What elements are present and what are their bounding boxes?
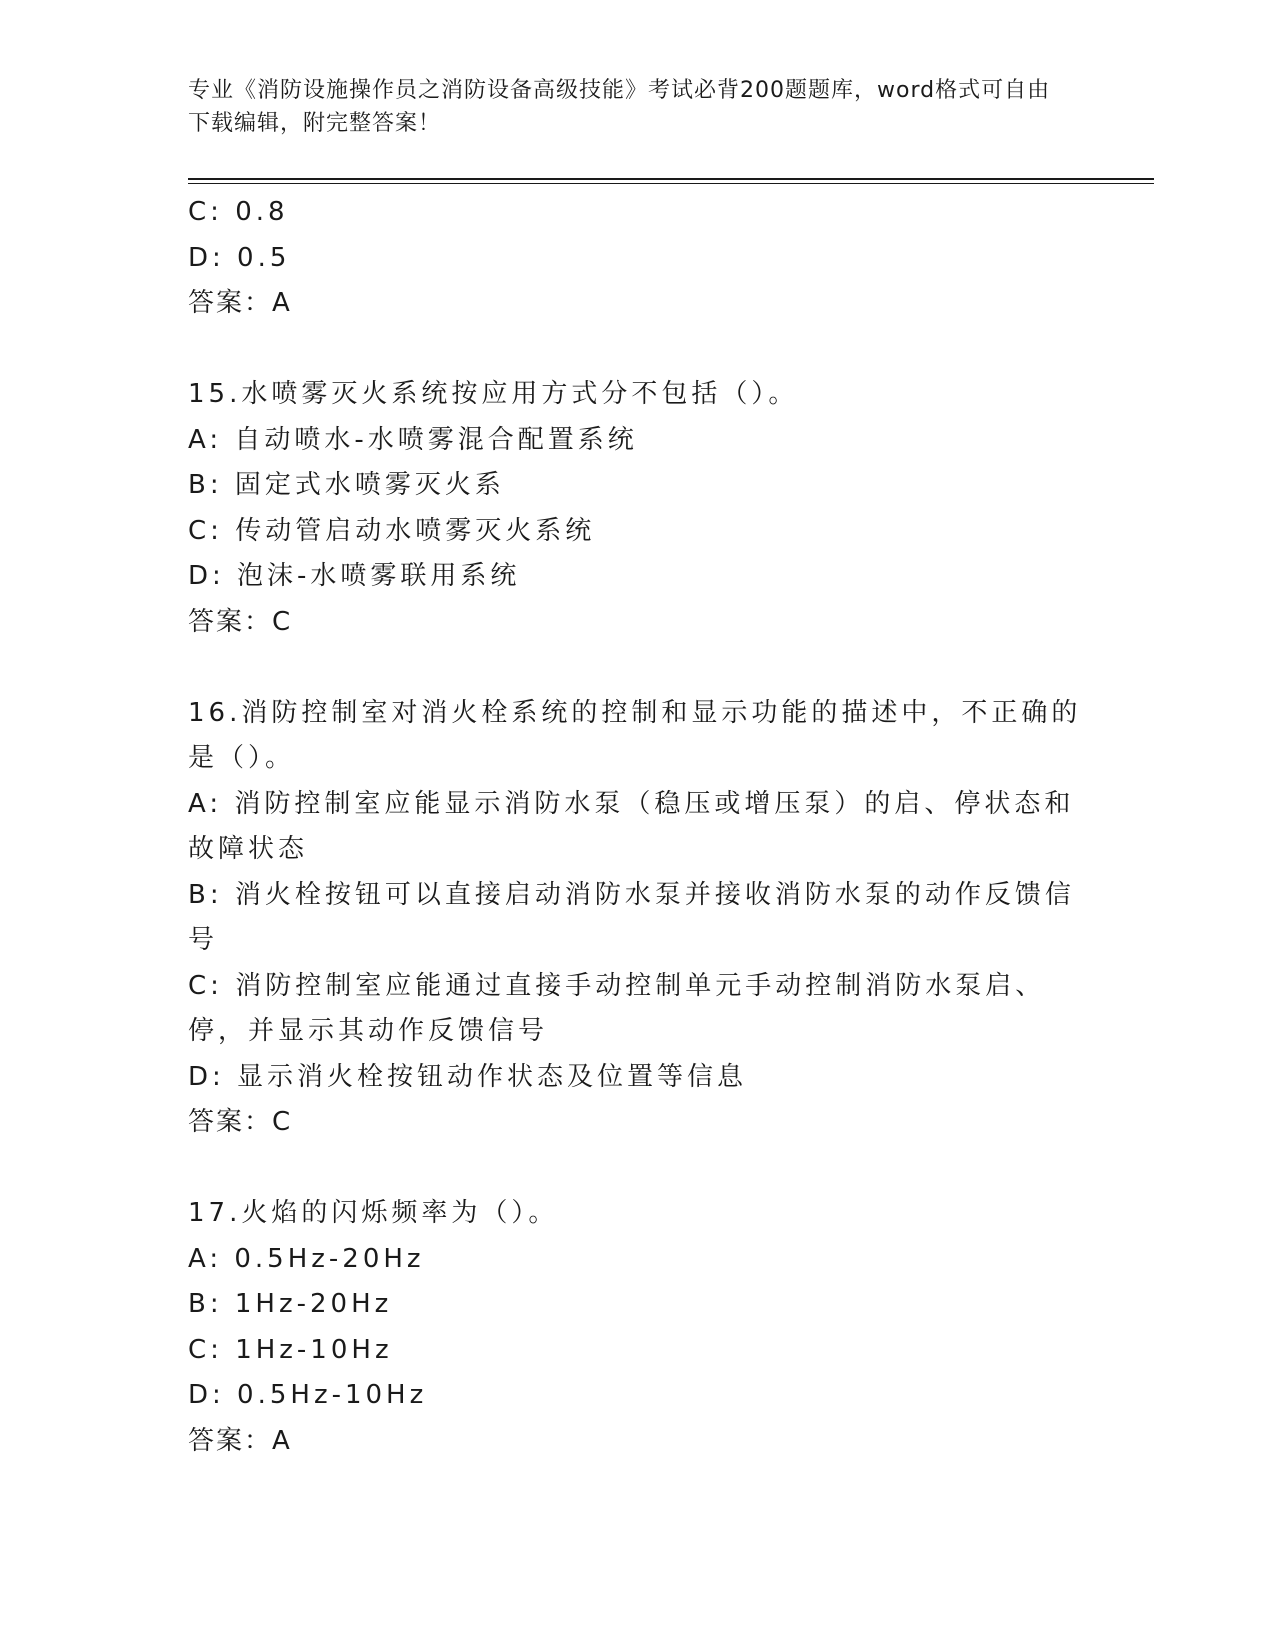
answer-line (188, 600, 1088, 646)
option-label: B: (188, 879, 223, 910)
option-d (188, 1055, 1088, 1101)
option-d (188, 236, 1088, 282)
option-label: B: (188, 470, 223, 500)
option-label: A: (188, 788, 223, 819)
header-text: 专业《消防设施操作员之消防设备高级技能》考试必背200题题库，word格式可自由下载编辑，附完整答案！ (188, 78, 1051, 136)
option-d (188, 1373, 1088, 1419)
option-a (188, 1237, 1088, 1283)
question-stem (188, 691, 1088, 782)
spacer (188, 645, 1088, 691)
option-label: C: (188, 1334, 223, 1365)
option-c (188, 190, 1088, 236)
header-divider-thick (188, 178, 1154, 180)
option-label: C: (188, 515, 223, 546)
option-label: C: (188, 197, 223, 227)
answer-line (188, 1100, 1088, 1146)
option-d (188, 554, 1088, 600)
option-text: 传动管启动水喷雾灭火系统 (235, 515, 596, 546)
answer-value: C (272, 606, 293, 637)
answer-line (188, 281, 1088, 327)
option-text: 0.5 (237, 242, 291, 273)
page-header (188, 74, 1068, 140)
option-c (188, 509, 1088, 555)
option-label: D: (188, 1380, 225, 1410)
previous-question-tail (188, 190, 1088, 327)
option-label: A: (188, 424, 223, 455)
option-label: D: (188, 242, 225, 273)
question-17 (188, 1191, 1088, 1464)
option-label: C: (188, 970, 223, 1001)
question-text: 消防控制室对消火栓系统的控制和显示功能的描述中，不正确的是（）。 (188, 697, 1082, 773)
option-text: 固定式水喷雾灭火系 (234, 470, 505, 500)
option-text: 0.8 (235, 197, 289, 227)
option-b (188, 463, 1088, 509)
option-text: 0.5Hz-10Hz (237, 1380, 428, 1410)
option-a (188, 418, 1088, 464)
answer-line (188, 1419, 1088, 1465)
question-text: 水喷雾灭火系统按应用方式分不包括（）。 (241, 379, 799, 409)
answer-label: 答案： (188, 606, 273, 637)
option-text: 消火栓按钮可以直接启动消防水泵并接收消防水泵的动作反馈信号 (188, 879, 1075, 955)
answer-value: A (272, 1425, 292, 1456)
option-label: D: (188, 561, 225, 591)
question-15 (188, 372, 1088, 645)
option-text: 1Hz-20Hz (234, 1289, 393, 1319)
option-label: B: (188, 1289, 223, 1319)
option-text: 自动喷水-水喷雾混合配置系统 (234, 424, 638, 455)
option-label: D: (188, 1061, 225, 1092)
option-text: 显示消火栓按钮动作状态及位置等信息 (237, 1061, 748, 1092)
question-stem (188, 1191, 1088, 1237)
option-c (188, 1328, 1088, 1374)
answer-label: 答案： (188, 288, 273, 318)
option-text: 消防控制室应能通过直接手动控制单元手动控制消防水泵启、停，并显示其动作反馈信号 (188, 970, 1046, 1046)
spacer (188, 1146, 1088, 1192)
question-16 (188, 691, 1088, 1146)
answer-value: A (272, 288, 292, 318)
header-divider-thin (188, 183, 1154, 184)
option-b (188, 1282, 1088, 1328)
spacer (188, 327, 1088, 373)
question-text: 火焰的闪烁频率为（）。 (241, 1198, 559, 1228)
option-text: 0.5Hz-20Hz (234, 1243, 425, 1274)
option-text: 消防控制室应能显示消防水泵（稳压或增压泵）的启、停状态和故障状态 (188, 788, 1075, 864)
question-number: 17. (188, 1198, 242, 1228)
answer-value: C (272, 1107, 293, 1137)
question-number: 16. (188, 697, 242, 728)
option-a (188, 782, 1088, 873)
option-text: 泡沫-水喷雾联用系统 (237, 561, 521, 591)
option-c (188, 964, 1088, 1055)
option-label: A: (188, 1243, 223, 1274)
option-b (188, 873, 1088, 964)
option-text: 1Hz-10Hz (235, 1334, 393, 1365)
question-content (188, 190, 1088, 1464)
question-number: 15. (188, 379, 242, 409)
answer-label: 答案： (188, 1107, 273, 1137)
answer-label: 答案： (188, 1425, 273, 1456)
question-stem (188, 372, 1088, 418)
